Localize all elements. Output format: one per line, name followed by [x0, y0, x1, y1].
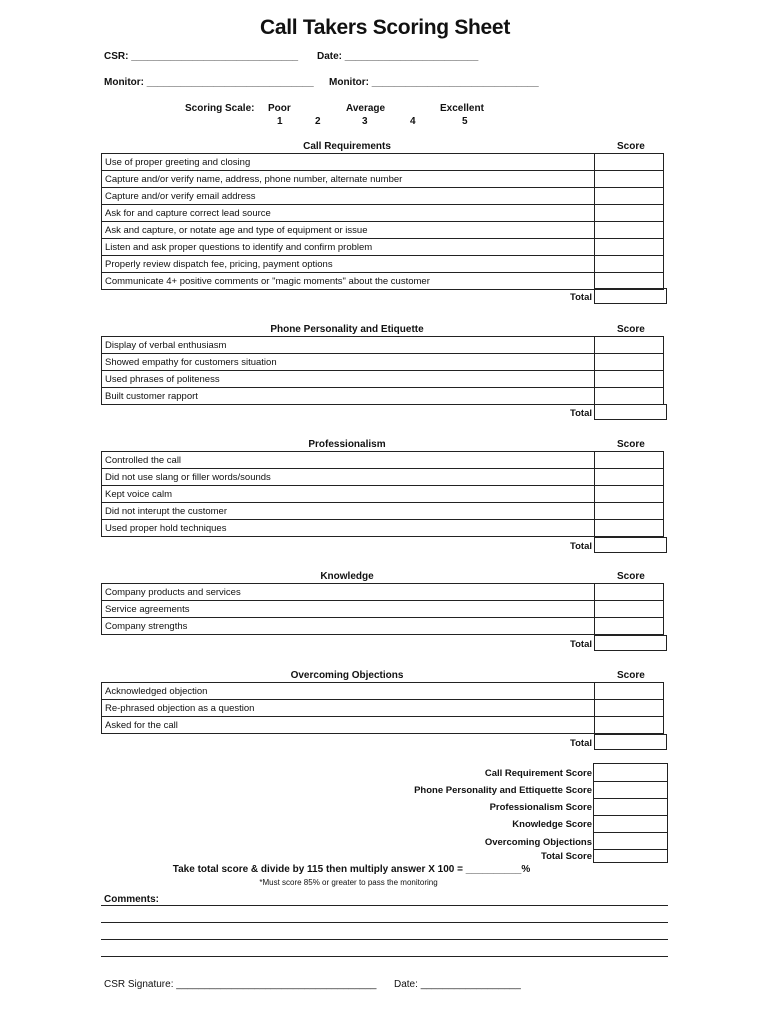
item-label: Built customer rapport [102, 388, 595, 405]
scale-4: 4 [410, 116, 416, 127]
score-cell[interactable] [595, 584, 664, 601]
total-label: Total [570, 292, 592, 303]
scale-poor: Poor [268, 103, 291, 114]
score-cell[interactable] [595, 700, 664, 717]
section-title-knowledge: Knowledge [320, 571, 374, 582]
score-cell[interactable] [595, 717, 664, 734]
table-row [102, 486, 664, 503]
item-label: Re-phrased objection as a question [102, 700, 595, 717]
total-score-label: Total Score [540, 851, 592, 862]
date-label: Date: [317, 51, 343, 62]
item-label: Display of verbal enthusiasm [102, 337, 595, 354]
table-row [102, 154, 664, 171]
scale-1: 1 [277, 116, 283, 127]
monitor-label-1: Monitor: [104, 77, 144, 88]
comment-line[interactable] [101, 956, 668, 957]
footer-date-field[interactable] [394, 979, 521, 990]
item-label: Company strengths [102, 618, 595, 635]
score-cell[interactable] [595, 601, 664, 618]
phone-personality-table [101, 336, 664, 405]
table-row [102, 618, 664, 635]
score-cell[interactable] [595, 503, 664, 520]
score-cell[interactable] [595, 683, 664, 700]
total-label: Total [570, 639, 592, 650]
monitor-field-2[interactable] [329, 77, 539, 88]
date-blank: ________________________ [344, 51, 479, 62]
score-cell[interactable] [595, 371, 664, 388]
table-row [102, 256, 664, 273]
item-label: Did not interupt the customer [102, 503, 595, 520]
knowledge-table [101, 583, 664, 635]
call-requirements-table [101, 153, 664, 290]
score-cell[interactable] [595, 239, 664, 256]
csr-blank: ______________________________ [131, 51, 299, 62]
csr-label: CSR: [104, 51, 129, 62]
table-row [102, 700, 664, 717]
item-label: Use of proper greeting and closing [102, 154, 595, 171]
monitor-field-1[interactable] [104, 77, 314, 88]
score-header: Score [617, 670, 645, 681]
scoring-scale-label: Scoring Scale: [185, 103, 255, 114]
item-label: Did not use slang or filler words/sounds [102, 469, 595, 486]
summary-label: Overcoming Objections [484, 837, 592, 848]
csr-signature-field[interactable] [104, 979, 376, 990]
item-label: Showed empathy for customers situation [102, 354, 595, 371]
table-row [102, 717, 664, 734]
formula-text: Take total score & divide by 115 then multiply answer X 100 = __________% [172, 864, 531, 875]
score-cell[interactable] [595, 486, 664, 503]
summary-label: Professionalism Score [489, 802, 592, 813]
summary-score-box[interactable] [593, 763, 668, 781]
score-cell[interactable] [595, 171, 664, 188]
scale-average: Average [346, 103, 386, 114]
table-row [102, 337, 664, 354]
item-label: Kept voice calm [102, 486, 595, 503]
total-box[interactable] [594, 288, 667, 304]
comment-line[interactable] [101, 939, 668, 940]
table-row [102, 503, 664, 520]
item-label: Listen and ask proper questions to identify and confirm problem [102, 239, 595, 256]
item-label: Used phrases of politeness [102, 371, 595, 388]
total-label: Total [570, 541, 592, 552]
score-cell[interactable] [595, 452, 664, 469]
item-label: Used proper hold techniques [102, 520, 595, 537]
table-row [102, 222, 664, 239]
score-cell[interactable] [595, 256, 664, 273]
signature-blank: ____________________________________ [176, 979, 377, 990]
summary-label: Phone Personality and Ettiquette Score [414, 785, 592, 796]
page-title: Call Takers Scoring Sheet [259, 16, 511, 39]
item-label: Properly review dispatch fee, pricing, payment options [102, 256, 595, 273]
summary-label: Call Requirement Score [484, 768, 592, 779]
scale-5: 5 [462, 116, 468, 127]
score-header: Score [617, 141, 645, 152]
summary-score-box[interactable] [593, 815, 668, 832]
section-title-overcoming-objections: Overcoming Objections [290, 670, 404, 681]
total-box[interactable] [594, 404, 667, 420]
item-label: Company products and services [102, 584, 595, 601]
signature-label: CSR Signature: [104, 979, 174, 990]
total-box[interactable] [594, 537, 667, 553]
summary-label: Knowledge Score [512, 819, 592, 830]
item-label: Ask for and capture correct lead source [102, 205, 595, 222]
table-row [102, 584, 664, 601]
score-cell[interactable] [595, 469, 664, 486]
monitor-blank-1: ______________________________ [146, 77, 314, 88]
table-row [102, 239, 664, 256]
total-box[interactable] [594, 635, 667, 651]
comment-line[interactable] [101, 922, 668, 923]
footer-date-blank: __________________ [420, 979, 521, 990]
professionalism-table [101, 451, 664, 537]
table-row [102, 188, 664, 205]
item-label: Controlled the call [102, 452, 595, 469]
total-label: Total [570, 408, 592, 419]
summary-score-box[interactable] [593, 781, 668, 798]
table-row [102, 354, 664, 371]
section-title-call-requirements: Call Requirements [303, 141, 391, 152]
table-row [102, 452, 664, 469]
item-label: Ask and capture, or notate age and type of equipment or issue [102, 222, 595, 239]
csr-field[interactable] [104, 51, 298, 62]
score-cell[interactable] [595, 273, 664, 290]
score-cell[interactable] [595, 188, 664, 205]
score-cell[interactable] [595, 337, 664, 354]
table-row [102, 171, 664, 188]
item-label: Capture and/or verify name, address, phone number, alternate number [102, 171, 595, 188]
score-cell[interactable] [595, 388, 664, 405]
comments-label: Comments: [104, 894, 160, 905]
section-title-professionalism: Professionalism [308, 439, 386, 450]
footer-date-label: Date: [394, 979, 418, 990]
table-row [102, 273, 664, 290]
item-label: Acknowledged objection [102, 683, 595, 700]
score-cell[interactable] [595, 222, 664, 239]
date-field[interactable] [317, 51, 478, 62]
scale-2: 2 [315, 116, 321, 127]
score-cell[interactable] [595, 618, 664, 635]
item-label: Communicate 4+ positive comments or "magic moments" about the customer [102, 273, 595, 290]
monitor-blank-2: ______________________________ [371, 77, 539, 88]
score-cell[interactable] [595, 354, 664, 371]
scale-3: 3 [362, 116, 368, 127]
table-row [102, 388, 664, 405]
scale-excellent: Excellent [440, 103, 484, 114]
score-header: Score [617, 439, 645, 450]
score-header: Score [617, 571, 645, 582]
table-row [102, 371, 664, 388]
comment-line[interactable] [101, 905, 668, 906]
overcoming-objections-table [101, 682, 664, 734]
item-label: Capture and/or verify email address [102, 188, 595, 205]
summary-score-box[interactable] [593, 798, 668, 815]
score-header: Score [617, 324, 645, 335]
total-score-box[interactable] [593, 849, 668, 863]
total-box[interactable] [594, 734, 667, 750]
score-cell[interactable] [595, 520, 664, 537]
section-title-phone-personality: Phone Personality and Etiquette [270, 324, 424, 335]
table-row [102, 601, 664, 618]
summary-score-box[interactable] [593, 832, 668, 849]
table-row [102, 469, 664, 486]
item-label: Asked for the call [102, 717, 595, 734]
pass-note: *Must score 85% or greater to pass the monitoring [259, 878, 438, 887]
table-row [102, 683, 664, 700]
table-row [102, 520, 664, 537]
score-cell[interactable] [595, 154, 664, 171]
score-cell[interactable] [595, 205, 664, 222]
item-label: Service agreements [102, 601, 595, 618]
monitor-label-2: Monitor: [329, 77, 369, 88]
table-row [102, 205, 664, 222]
total-label: Total [570, 738, 592, 749]
